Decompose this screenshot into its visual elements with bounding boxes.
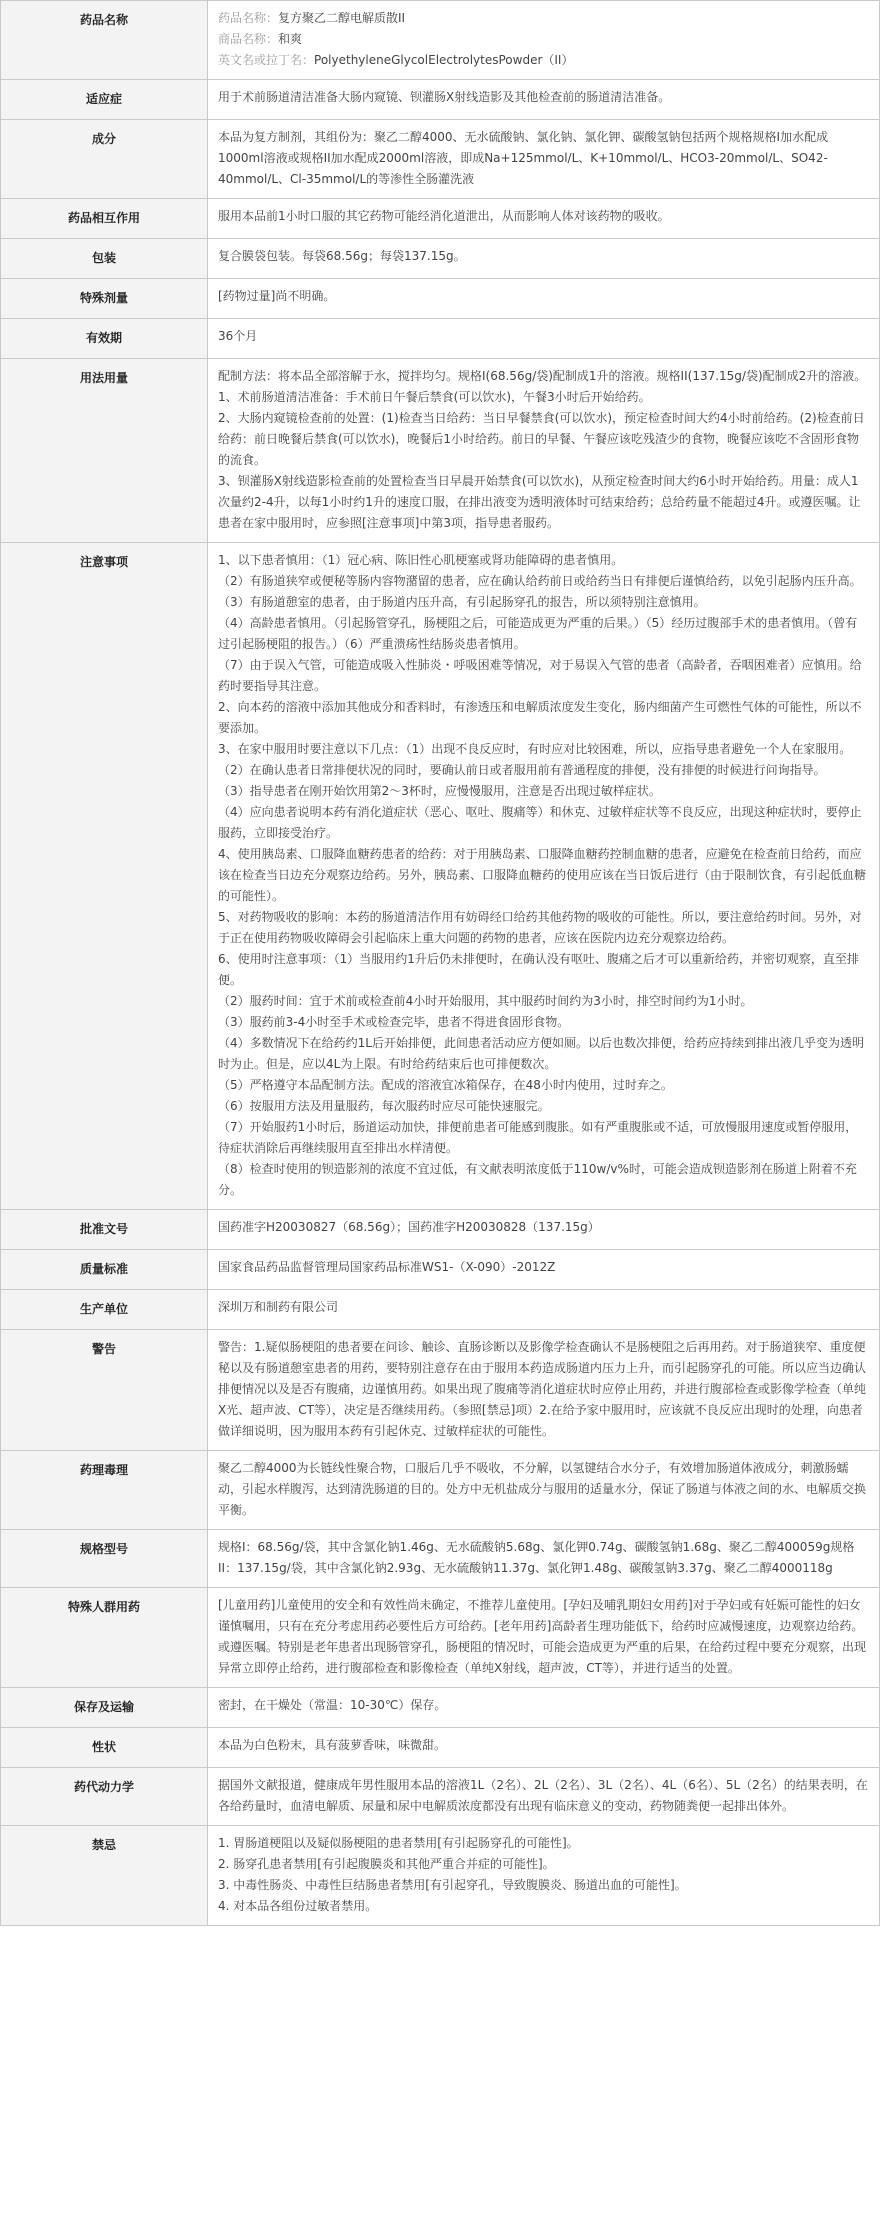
label-specification: 规格型号 bbox=[1, 1530, 208, 1588]
usage-paragraph: 配制方法：将本品全部溶解于水，搅拌均匀。规格I(68.56g/袋)配制成1升的溶液。规格II(137.15g/袋)配制成2升的溶液。 bbox=[218, 369, 867, 383]
precaution-paragraph: 5、对药物吸收的影响：本药的肠道清洁作用有妨碍经口给药其他药物的吸收的可能性。所以，要注意给药时间。另外，对于正在使用药物吸收障碍会引起临床上重大问题的药物的患者，应该在医院内边充分观察边给药。 bbox=[218, 910, 862, 945]
row-precautions bbox=[1, 543, 880, 1210]
generic-name-prefix: 药品名称： bbox=[218, 11, 279, 25]
contraindication-item: 1. 胃肠道梗阻以及疑似肠梗阻的患者禁用[有引起肠穿孔的可能性]。 bbox=[218, 1836, 579, 1850]
value-pharmacokinetics: 据国外文献报道，健康成年男性服用本品的溶液1L（2名）、2L（2名）、3L（2名）、4L（6名）、5L（2名）的结果表明，在各给药量时，血清电解质、尿量和尿中电解质浓度都没有出现有临床意义的变动，药物随粪便一起排出体外。 bbox=[208, 1768, 880, 1826]
label-warning: 警告 bbox=[1, 1330, 208, 1451]
row-storage bbox=[1, 1688, 880, 1728]
label-drug-name: 药品名称 bbox=[1, 1, 208, 80]
precaution-paragraph: 3、在家中服用时要注意以下几点：（1）出现不良反应时，有时应对比较困难，所以，应指导患者避免一个人在家服用。 bbox=[218, 742, 852, 756]
label-contraindications: 禁忌 bbox=[1, 1826, 208, 1926]
value-overdose: [药物过量]尚不明确。 bbox=[208, 279, 880, 319]
label-package: 包装 bbox=[1, 239, 208, 279]
precaution-paragraph: （5）严格遵守本品配制方法。配成的溶液宜冰箱保存，在48小时内使用，过时弃之。 bbox=[218, 1078, 673, 1092]
value-package: 复合膜袋包装。每袋68.56g；每袋137.15g。 bbox=[208, 239, 880, 279]
precaution-paragraph: （4）多数情况下在给药约1L后开始排便，此间患者活动应方便如厕。以后也数次排便，给药应持续到排出液几乎变为透明时为止。但是，应以4L为上限。有时给药结束后也可排便数次。 bbox=[218, 1036, 864, 1071]
usage-paragraph: 1、术前肠道清洁准备：手术前日午餐后禁食(可以饮水)，午餐3小时后开始给药。 bbox=[218, 390, 651, 404]
label-indication: 适应症 bbox=[1, 80, 208, 120]
row-pharmacokinetics bbox=[1, 1768, 880, 1826]
row-composition bbox=[1, 120, 880, 199]
contraindication-item: 3. 中毒性肠炎、中毒性巨结肠患者禁用[有引起穿孔，导致腹膜炎、肠道出血的可能性]。 bbox=[218, 1878, 687, 1892]
trade-name-prefix: 商品名称： bbox=[218, 32, 279, 46]
trade-name: 和爽 bbox=[278, 32, 303, 46]
row-contraindications bbox=[1, 1826, 880, 1926]
generic-name-line bbox=[218, 8, 869, 29]
value-precautions bbox=[208, 543, 880, 1210]
precaution-paragraph: （3）指导患者在刚开始饮用第2～3杯时，应慢慢服用，注意是否出现过敏样症状。 bbox=[218, 784, 661, 798]
row-appearance bbox=[1, 1728, 880, 1768]
value-validity: 36个月 bbox=[208, 319, 880, 359]
generic-name: 复方聚乙二醇电解质散II bbox=[278, 11, 406, 25]
usage-paragraph: 2、大肠内窥镜检查前的处置：(1)检查当日给药：当日早餐禁食(可以饮水)，预定检查时间大约4小时前给药。(2)检查前日给药：前日晚餐后禁食(可以饮水)，晚餐后1小时给药。前日的早餐、午餐应该吃残渣少的食物，晚餐应该吃不含固形食物的流食。 bbox=[218, 411, 865, 467]
precaution-paragraph: （2）有肠道狭窄或便秘等肠内容物潴留的患者，应在确认给药前日或给药当日有排便后谨慎给药，以免引起肠内压升高。 bbox=[218, 574, 862, 588]
row-standard bbox=[1, 1250, 880, 1290]
row-usage bbox=[1, 359, 880, 543]
row-drug-name bbox=[1, 1, 880, 80]
precaution-paragraph: 1、以下患者慎用：（1）冠心病、陈旧性心肌梗塞或肾功能障碍的患者慎用。 bbox=[218, 553, 624, 567]
precaution-paragraph: 6、使用时注意事项：（1）当服用约1升后仍未排便时，在确认没有呕吐、腹痛之后才可以重新给药，并密切观察，直至排便。 bbox=[218, 952, 859, 987]
label-pharmacology: 药理毒理 bbox=[1, 1451, 208, 1530]
value-specification: 规格I：68.56g/袋，其中含氯化钠1.46g、无水硫酸钠5.68g、氯化钾0.74g、碳酸氢钠1.68g、聚乙二醇400059g规格II：137.15g/袋，其中含氯化钠2.93g、无水硫酸钠11.37g、氯化钾1.48g、碳酸氢钠3.37g、聚乙二醇4000118g bbox=[208, 1530, 880, 1588]
label-appearance: 性状 bbox=[1, 1728, 208, 1768]
value-pharmacology: 聚乙二醇4000为长链线性聚合物，口服后几乎不吸收，不分解，以氢键结合水分子，有效增加肠道体液成分，刺激肠蠕动，引起水样腹泻，达到清洗肠道的目的。处方中无机盐成分与服用的适量水分，保证了肠道与体液之间的水、电解质交换平衡。 bbox=[208, 1451, 880, 1530]
precaution-paragraph: （3）服药前3-4小时至手术或检查完毕，患者不得进食固形食物。 bbox=[218, 1015, 570, 1029]
english-name: PolyethyleneGlycolElectrolytesPowder（II） bbox=[314, 53, 574, 67]
row-pharmacology bbox=[1, 1451, 880, 1530]
precaution-paragraph: （8）检查时使用的钡造影剂的浓度不宜过低，有文献表明浓度低于110w/v%时，可能会造成钡造影剂在肠道上附着不充分。 bbox=[218, 1162, 857, 1197]
label-usage: 用法用量 bbox=[1, 359, 208, 543]
value-storage: 密封，在干燥处（常温：10-30℃）保存。 bbox=[208, 1688, 880, 1728]
value-indication: 用于术前肠道清洁准备大肠内窥镜、钡灌肠X射线造影及其他检查前的肠道清洁准备。 bbox=[208, 80, 880, 120]
label-precautions: 注意事项 bbox=[1, 543, 208, 1210]
value-drug-name bbox=[208, 1, 880, 80]
row-specification bbox=[1, 1530, 880, 1588]
label-overdose: 特殊剂量 bbox=[1, 279, 208, 319]
precaution-paragraph: （3）有肠道憩室的患者，由于肠道内压升高，有引起肠穿孔的报告，所以须特别注意慎用。 bbox=[218, 595, 706, 609]
value-composition: 本品为复方制剂，其组份为：聚乙二醇4000、无水硫酸钠、氯化钠、氯化钾、碳酸氢钠包括两个规格规格I加水配成1000ml溶液或规格II加水配成2000ml溶液，即成Na+125mmol/L、K+10mmol/L、HCO3-20mmol/L、SO42-40mmol/L、Cl-35mmol/L的等渗性全肠灌洗液 bbox=[208, 120, 880, 199]
trade-name-line bbox=[218, 29, 869, 50]
precaution-paragraph: （6）按服用方法及用量服药，每次服药时应尽可能快速服完。 bbox=[218, 1099, 550, 1113]
row-validity bbox=[1, 319, 880, 359]
value-standard: 国家食品药品监督管理局国家药品标准WS1-（X-090）-2012Z bbox=[208, 1250, 880, 1290]
value-approval: 国药准字H20030827（68.56g）；国药准字H20030828（137.15g） bbox=[208, 1210, 880, 1250]
precaution-paragraph: 4、使用胰岛素、口服降血糖药患者的给药：对于用胰岛素、口服降血糖药控制血糖的患者，应避免在检查前日给药，而应该在检查当日边充分观察边给药。另外，胰岛素、口服降血糖药的使用应该在当日饭后进行（由于限制饮食，有引起低血糖的可能性）。 bbox=[218, 847, 867, 903]
precaution-paragraph: 2、向本药的溶液中添加其他成分和香料时，有渗透压和电解质浓度发生变化，肠内细菌产生可燃性气体的可能性，所以不要添加。 bbox=[218, 700, 862, 735]
label-approval: 批准文号 bbox=[1, 1210, 208, 1250]
precaution-paragraph: （7）开始服药1小时后，肠道运动加快，排便前患者可能感到腹胀。如有严重腹胀或不适，可放慢服用速度或暂停服用，待症状消除后再继续服用直至排出水样清便。 bbox=[218, 1120, 858, 1155]
value-interaction: 服用本品前1小时口服的其它药物可能经消化道泄出，从而影响人体对该药物的吸收。 bbox=[208, 199, 880, 239]
precaution-paragraph: （7）由于误入气管，可能造成吸入性肺炎・呼吸困难等情况，对于易误入气管的患者（高龄者，吞咽困难者）应慎用。给药时要指导其注意。 bbox=[218, 658, 862, 693]
row-package bbox=[1, 239, 880, 279]
row-manufacturer bbox=[1, 1290, 880, 1330]
value-appearance: 本品为白色粉末，具有菠萝香味，味微甜。 bbox=[208, 1728, 880, 1768]
label-special-population: 特殊人群用药 bbox=[1, 1588, 208, 1688]
usage-paragraph: 3、钡灌肠X射线造影检查前的处置检查当日早晨开始禁食(可以饮水)，从预定检查时间大约6小时开始给药。用量：成人1次量约2-4升，以每1小时约1升的速度口服，在排出液变为透明液体时可结束给药；总给药量不能超过4升。或遵医嘱。让患者在家中服用时，应参照[注意事项]中第3项，指导患者服药。 bbox=[218, 474, 861, 530]
label-validity: 有效期 bbox=[1, 319, 208, 359]
label-storage: 保存及运输 bbox=[1, 1688, 208, 1728]
row-approval bbox=[1, 1210, 880, 1250]
label-pharmacokinetics: 药代动力学 bbox=[1, 1768, 208, 1826]
value-contraindications bbox=[208, 1826, 880, 1926]
row-overdose bbox=[1, 279, 880, 319]
label-manufacturer: 生产单位 bbox=[1, 1290, 208, 1330]
english-name-line bbox=[218, 50, 869, 71]
precaution-paragraph: （4）应向患者说明本药有消化道症状（恶心、呕吐、腹痛等）和休克、过敏样症状等不良反应，出现这种症状时，要停止服药，立即接受治疗。 bbox=[218, 805, 862, 840]
contraindication-item: 4. 对本品各组份过敏者禁用。 bbox=[218, 1899, 378, 1913]
value-manufacturer: 深圳万和制药有限公司 bbox=[208, 1290, 880, 1330]
precaution-paragraph: （2）在确认患者日常排便状况的同时，要确认前日或者服用前有普通程度的排便，没有排便的时候进行问询指导。 bbox=[218, 763, 826, 777]
value-usage bbox=[208, 359, 880, 543]
row-interaction bbox=[1, 199, 880, 239]
label-interaction: 药品相互作用 bbox=[1, 199, 208, 239]
label-standard: 质量标准 bbox=[1, 1250, 208, 1290]
row-special-population bbox=[1, 1588, 880, 1688]
label-composition: 成分 bbox=[1, 120, 208, 199]
value-warning: 警告：1.疑似肠梗阻的患者要在问诊、触诊、直肠诊断以及影像学检查确认不是肠梗阻之后再用药。对于肠道狭窄、重度便秘以及有肠道憩室患者的用药，要特别注意存在由于服用本药造成肠道内压力上升，而引起肠穿孔的可能。所以应当边确认排便情况以及是否有腹痛，边谨慎用药。如果出现了腹痛等消化道症状时应停止用药，并进行腹部检查或影像学检查（单纯X光、超声波、CT等），决定是否继续用药。（参照[禁忌]项）2.在给予家中服用时，应该就不良反应出现时的处理，向患者做详细说明，因为服用本药有引起休克、过敏样症状的可能性。 bbox=[208, 1330, 880, 1451]
row-indication bbox=[1, 80, 880, 120]
row-warning bbox=[1, 1330, 880, 1451]
value-special-population: [儿童用药]儿童使用的安全和有效性尚未确定，不推荐儿童使用。[孕妇及哺乳期妇女用药]对于孕妇或有妊娠可能性的妇女谨慎嘱用，只有在充分考虑用药必要性后方可给药。[老年用药]高龄者生理功能低下，给药时应减慢速度，边观察边给药。或遵医嘱。特别是老年患者出现肠管穿孔，肠梗阻的情况时，可能会造成更为严重的后果，在给药过程中要充分观察，出现异常立即停止给药，进行腹部检查和影像检查（单纯X射线，超声波，CT等），并进行适当的处置。 bbox=[208, 1588, 880, 1688]
precaution-paragraph: （2）服药时间：宜于术前或检查前4小时开始服用，其中服药时间约为3小时，排空时间约为1小时。 bbox=[218, 994, 753, 1008]
english-name-prefix: 英文名或拉丁名： bbox=[218, 53, 315, 67]
precaution-paragraph: （4）高龄患者慎用。（引起肠管穿孔，肠梗阻之后，可能造成更为严重的后果。）（5）经历过腹部手术的患者慎用。（曾有过引起肠梗阻的报告。）（6）严重溃疡性结肠炎患者慎用。 bbox=[218, 616, 858, 651]
contraindication-item: 2. 肠穿孔患者禁用[有引起腹膜炎和其他严重合并症的可能性]。 bbox=[218, 1857, 555, 1871]
